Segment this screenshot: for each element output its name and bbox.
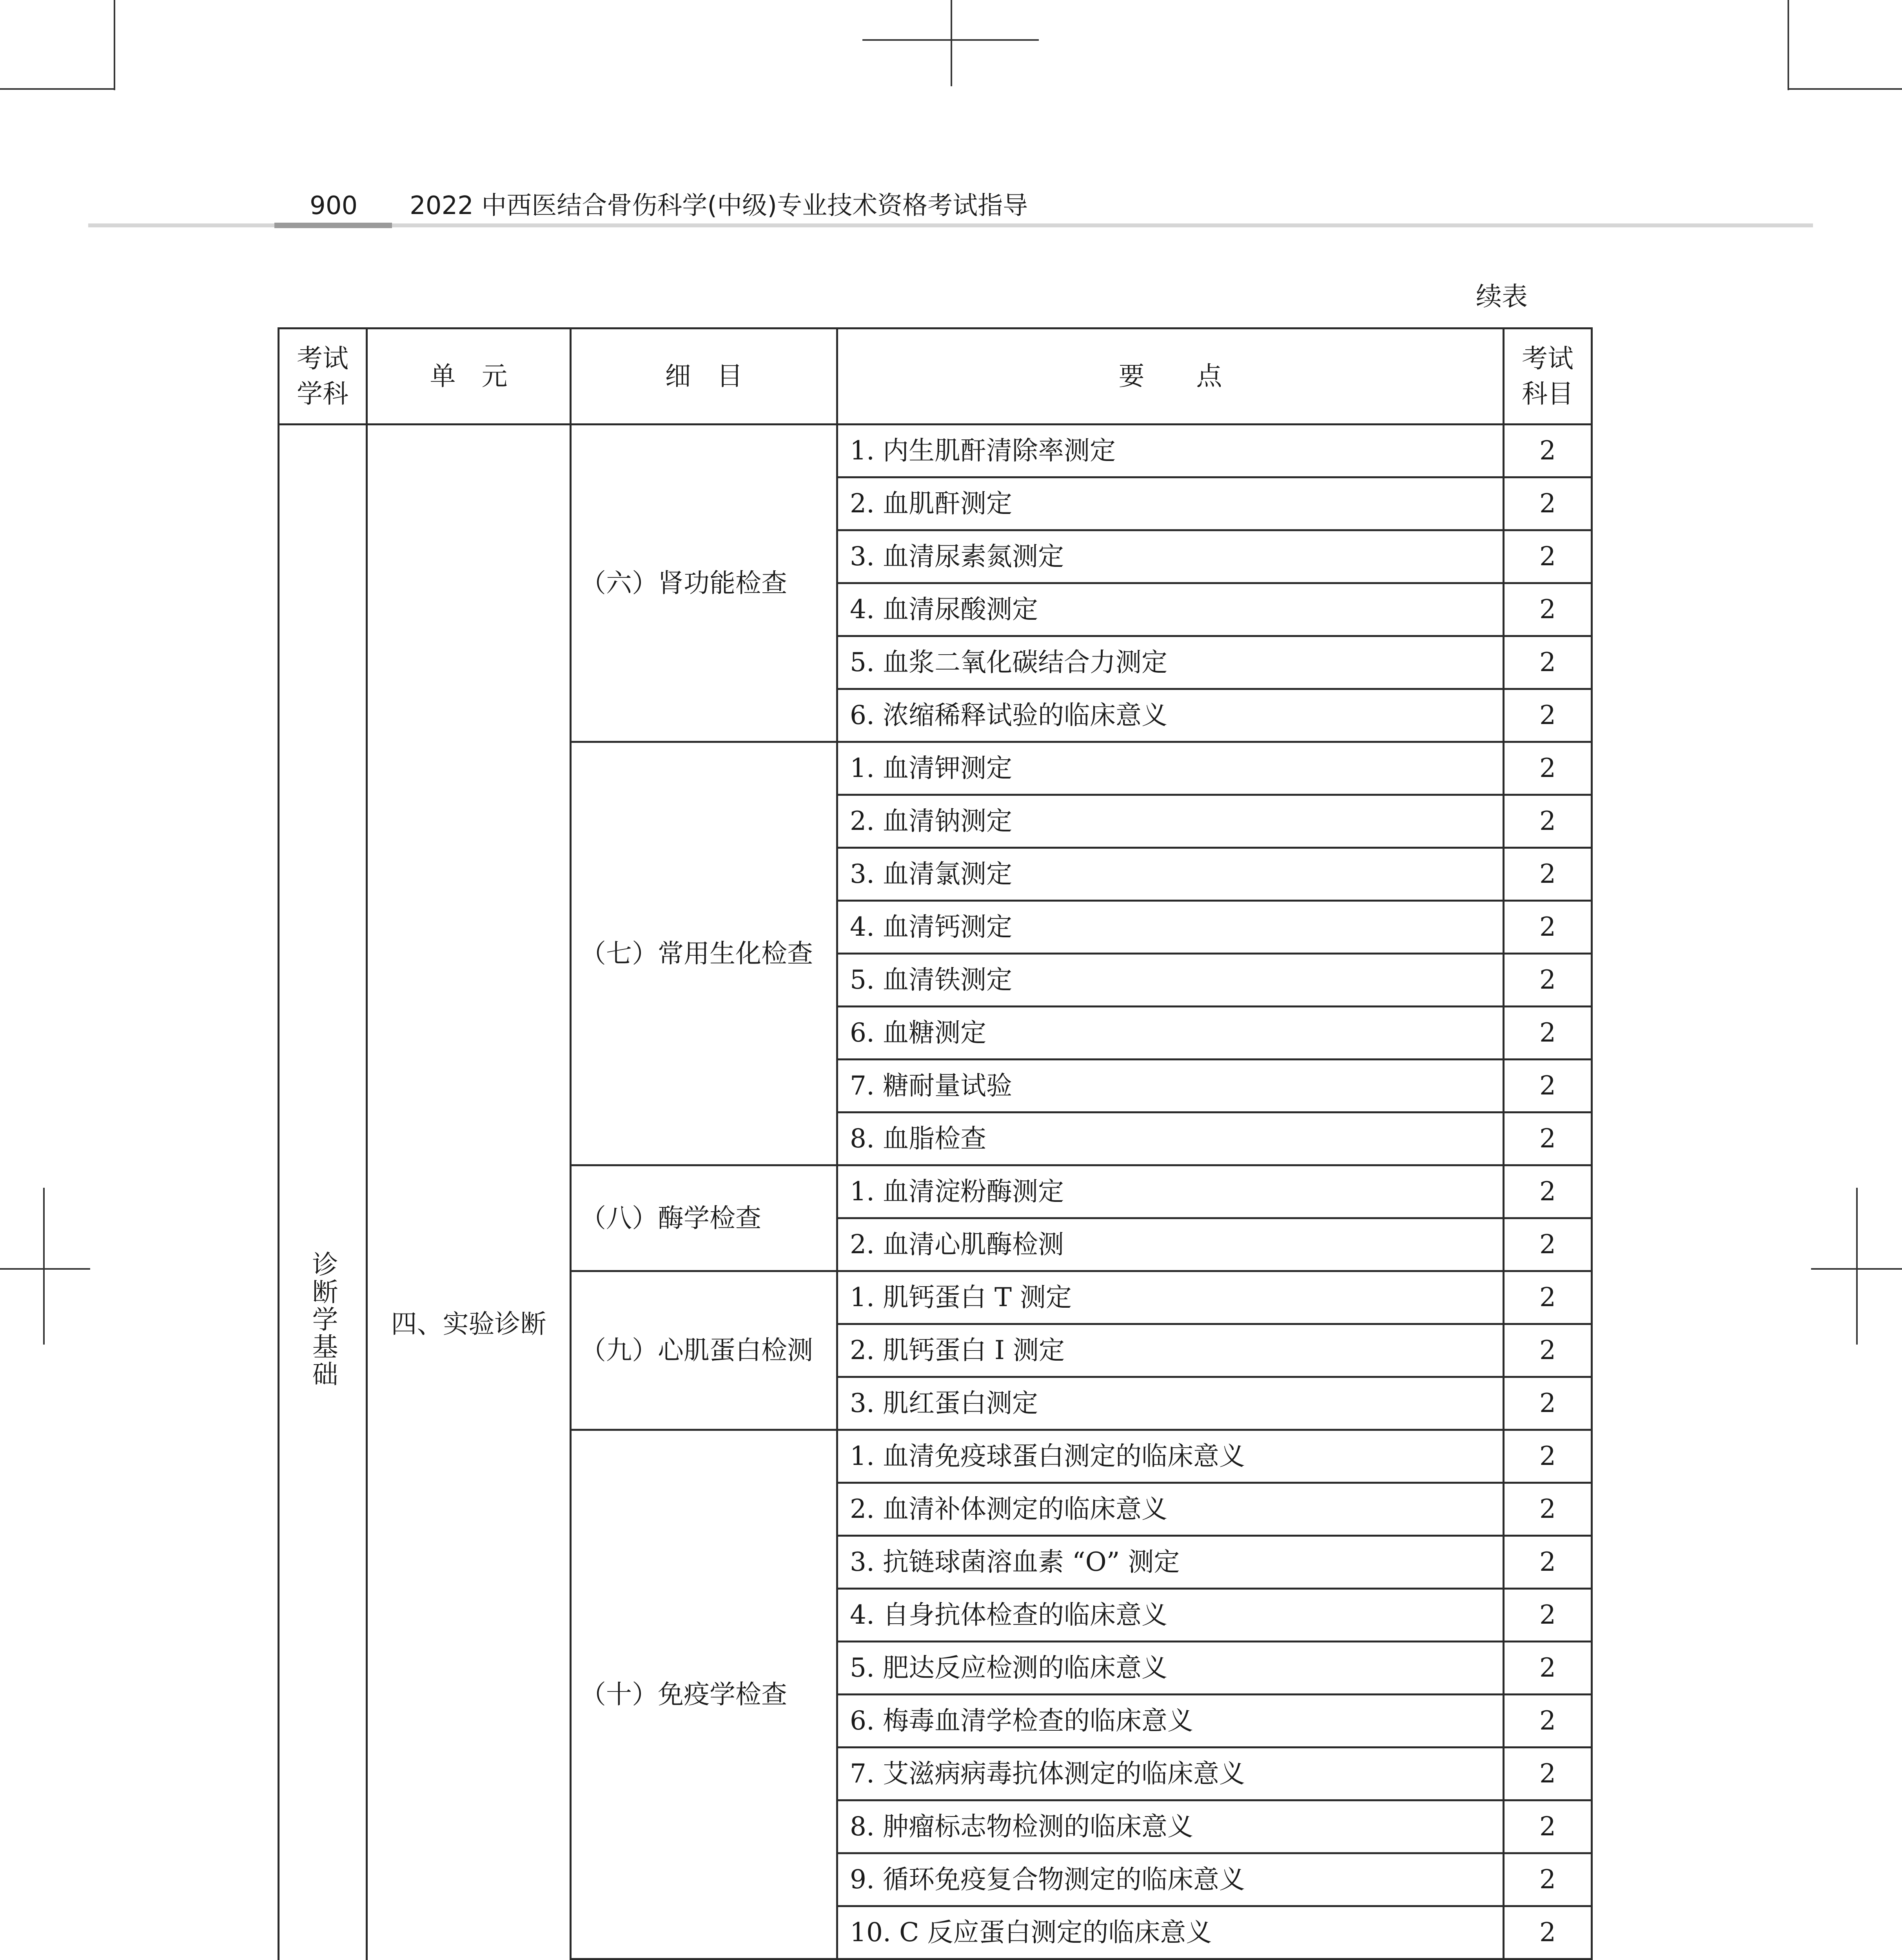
code-cell: 2 [1504, 1007, 1592, 1060]
crop-mark [114, 0, 115, 90]
item-cell: （十）免疫学检查 [571, 1430, 837, 1959]
header-point: 要 点 [837, 328, 1504, 425]
point-cell: 5. 肥达反应检测的临床意义 [837, 1642, 1504, 1695]
code-cell: 2 [1504, 1853, 1592, 1906]
point-cell: 2. 血清心肌酶检测 [837, 1218, 1504, 1271]
code-cell: 2 [1504, 795, 1592, 848]
point-cell: 9. 循环免疫复合物测定的临床意义 [837, 1853, 1504, 1906]
page-number: 900 [310, 191, 358, 220]
point-cell: 5. 血浆二氧化碳结合力测定 [837, 636, 1504, 689]
code-cell: 2 [1504, 425, 1592, 477]
point-cell: 1. 血清钾测定 [837, 742, 1504, 795]
item-cell: （八）酶学检查 [571, 1165, 837, 1271]
point-cell: 2. 血清补体测定的临床意义 [837, 1483, 1504, 1536]
code-cell: 2 [1504, 636, 1592, 689]
code-cell: 2 [1504, 1800, 1592, 1853]
code-cell: 2 [1504, 477, 1592, 530]
crop-mark [951, 0, 952, 86]
point-cell: 7. 艾滋病病毒抗体测定的临床意义 [837, 1748, 1504, 1800]
code-cell: 2 [1504, 1695, 1592, 1748]
code-cell: 2 [1504, 689, 1592, 742]
point-cell: 2. 肌钙蛋白 I 测定 [837, 1324, 1504, 1377]
point-cell: 8. 肿瘤标志物检测的临床意义 [837, 1800, 1504, 1853]
point-cell: 2. 血肌酐测定 [837, 477, 1504, 530]
crop-mark [43, 1188, 45, 1345]
code-cell: 2 [1504, 1377, 1592, 1430]
table-row [279, 425, 1592, 477]
crop-mark [0, 88, 114, 90]
header-rule-accent [274, 223, 392, 228]
code-cell: 2 [1504, 1642, 1592, 1695]
item-cell: （六）肾功能检查 [571, 425, 837, 742]
code-cell: 2 [1504, 1748, 1592, 1800]
exam-syllabus-table [278, 327, 1593, 1960]
code-cell: 2 [1504, 1906, 1592, 1959]
unit-cell: 四、实验诊断 [367, 425, 571, 1960]
point-cell: 7. 糖耐量试验 [837, 1060, 1504, 1112]
point-cell: 1. 肌钙蛋白 T 测定 [837, 1271, 1504, 1324]
code-cell: 2 [1504, 1218, 1592, 1271]
subject-cell [279, 425, 367, 1960]
running-title: 2022 中西医结合骨伤科学(中级)专业技术资格考试指导 [410, 191, 1028, 220]
point-cell: 4. 血清钙测定 [837, 901, 1504, 954]
header-code: 考试科目 [1504, 328, 1592, 425]
code-cell: 2 [1504, 1165, 1592, 1218]
crop-mark [1811, 1268, 1902, 1270]
code-cell: 2 [1504, 1324, 1592, 1377]
point-cell: 2. 血清钠测定 [837, 795, 1504, 848]
header-item: 细 目 [571, 328, 837, 425]
code-cell: 2 [1504, 901, 1592, 954]
code-cell: 2 [1504, 848, 1592, 901]
code-cell: 2 [1504, 1060, 1592, 1112]
header-unit: 单 元 [367, 328, 571, 425]
point-cell: 6. 浓缩稀释试验的临床意义 [837, 689, 1504, 742]
point-cell: 4. 自身抗体检查的临床意义 [837, 1589, 1504, 1642]
point-cell: 8. 血脂检查 [837, 1112, 1504, 1165]
code-cell: 2 [1504, 1589, 1592, 1642]
point-cell: 1. 内生肌酐清除率测定 [837, 425, 1504, 477]
item-cell: （七）常用生化检查 [571, 742, 837, 1165]
point-cell: 1. 血清免疫球蛋白测定的临床意义 [837, 1430, 1504, 1483]
subject-label: 诊断学基础 [308, 1251, 338, 1388]
point-cell: 10. C 反应蛋白测定的临床意义 [837, 1906, 1504, 1959]
point-cell: 6. 梅毒血清学检查的临床意义 [837, 1695, 1504, 1748]
header-subject: 考试学科 [279, 328, 367, 425]
point-cell: 3. 抗链球菌溶血素 “O” 测定 [837, 1536, 1504, 1589]
point-cell: 3. 肌红蛋白测定 [837, 1377, 1504, 1430]
point-cell: 3. 血清尿素氮测定 [837, 530, 1504, 583]
point-cell: 5. 血清铁测定 [837, 954, 1504, 1007]
continued-label: 续表 [1476, 281, 1528, 312]
table-body [279, 425, 1592, 1960]
crop-mark [1856, 1188, 1858, 1345]
code-cell: 2 [1504, 1430, 1592, 1483]
code-cell: 2 [1504, 954, 1592, 1007]
code-cell: 2 [1504, 1536, 1592, 1589]
crop-mark [862, 39, 1039, 41]
table-header-row [279, 328, 1592, 425]
crop-mark [1788, 0, 1789, 90]
code-cell: 2 [1504, 1483, 1592, 1536]
crop-mark [0, 1268, 90, 1270]
point-cell: 4. 血清尿酸测定 [837, 583, 1504, 636]
code-cell: 2 [1504, 742, 1592, 795]
point-cell: 6. 血糖测定 [837, 1007, 1504, 1060]
code-cell: 2 [1504, 1271, 1592, 1324]
item-cell: （九）心肌蛋白检测 [571, 1271, 837, 1430]
point-cell: 1. 血清淀粉酶测定 [837, 1165, 1504, 1218]
code-cell: 2 [1504, 530, 1592, 583]
code-cell: 2 [1504, 1112, 1592, 1165]
point-cell: 3. 血清氯测定 [837, 848, 1504, 901]
crop-mark [1788, 88, 1902, 90]
code-cell: 2 [1504, 583, 1592, 636]
